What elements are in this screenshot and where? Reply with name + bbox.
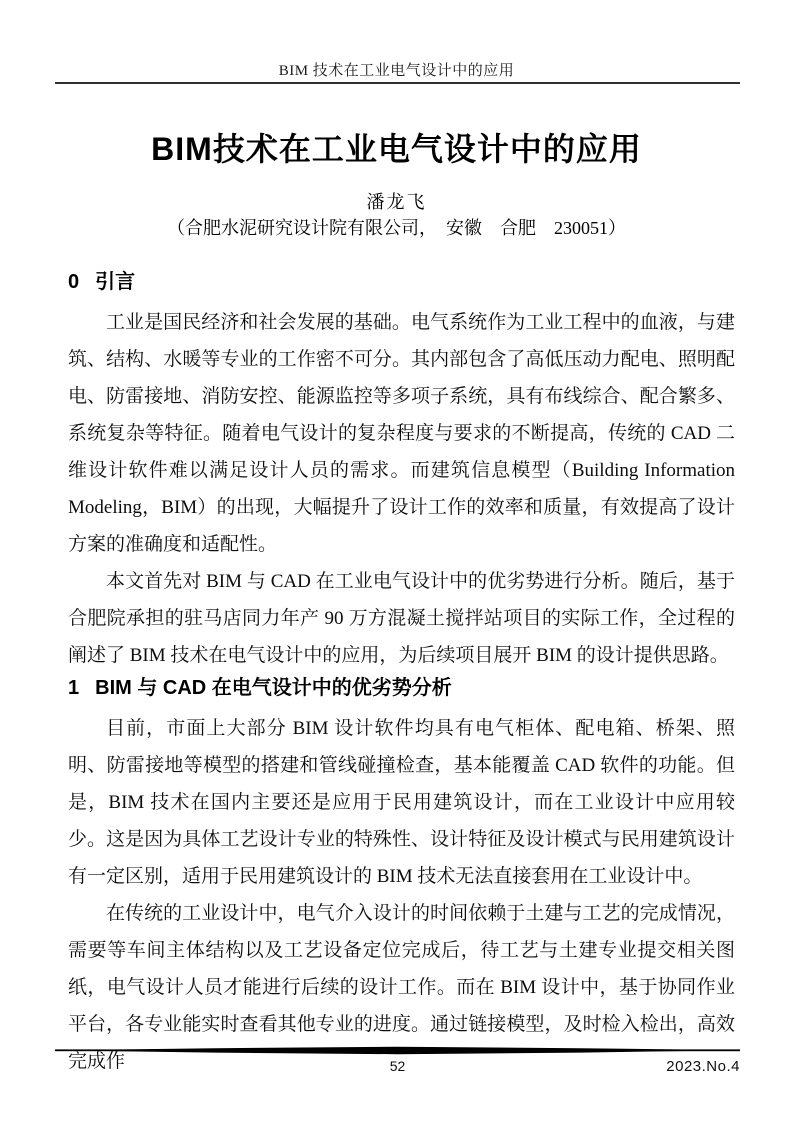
issue-label: 2023.No.4 [666, 1058, 740, 1075]
section-heading-analysis [68, 674, 735, 702]
author-name: 潘龙飞 [366, 192, 427, 212]
running-header-title: BIM 技术在工业电气设计中的应用 [278, 63, 515, 79]
author-affiliation: （合肥水泥研究设计院有限公司， 安徽 合肥 230051） [167, 218, 626, 238]
footer-divider [55, 1046, 740, 1056]
document-body [68, 268, 735, 1080]
section-heading-intro [68, 268, 735, 296]
section-title: BIM 与 CAD 在电气设计中的优劣势分析 [95, 677, 452, 699]
footer-row [55, 1058, 740, 1078]
paper-title: BIM技术在工业电气设计中的应用 [151, 131, 642, 167]
section-number: 0 [68, 271, 80, 293]
paragraph: 本文首先对 BIM 与 CAD 在工业电气设计中的优劣势进行分析。随后，基于合肥院承担的驻马店同力年产 90 万方混凝土搅拌站项目的实际工作，全过程的阐述了 BIM 技术在电气设计中的应用，为后续项目展开 BIM 的设计提供思路。 [68, 571, 735, 666]
paragraph: 在传统的工业设计中，电气介入设计的时间依赖于土建与工艺的完成情况，需要等车间主体结构以及工艺设备定位完成后，待工艺与土建专业提交相关图纸，电气设计人员才能进行后续的设计工作。而在 BIM 设计中，基于协同作业平台，各专业能实时查看其他专业的进度。通过链接模型，及时检入检出，高效完成作 [68, 903, 735, 1072]
paragraph: 工业是国民经济和社会发展的基础。电气系统作为工业工程中的血液，与建筑、结构、水暖等专业的工作密不可分。其内部包含了高低压动力配电、照明配电、防雷接地、消防安控、能源监控等多项子系统，具有布线综合、配合繁多、系统复杂等特征。随着电气设计的复杂程度与要求的不断提高，传统的 CAD 二维设计软件难以满足设计人员的需求。而建筑信息模型（Building Information Modeling，BIM）的出现，大幅提升了设计工作的效率和质量，有效提高了设计方案的准确度和适配性。 [68, 312, 735, 555]
section-number: 1 [68, 677, 80, 699]
page-footer [55, 1046, 740, 1078]
section-title: 引言 [95, 271, 136, 293]
header-rule [55, 82, 740, 84]
page-number: 52 [389, 1058, 406, 1074]
paragraph: 目前，市面上大部分 BIM 设计软件均具有电气柜体、配电箱、桥架、照明、防雷接地等模型的搭建和管线碰撞检查，基本能覆盖 CAD 软件的功能。但是，BIM 技术在国内主要还是应用于民用建筑设计，而在工业设计中应用较少。这是因为具体工艺设计专业的特殊性、设计特征及设计模式与民用建筑设计有一定区别，适用于民用建筑设计的 BIM 技术无法直接套用在工业设计中。 [68, 718, 735, 887]
